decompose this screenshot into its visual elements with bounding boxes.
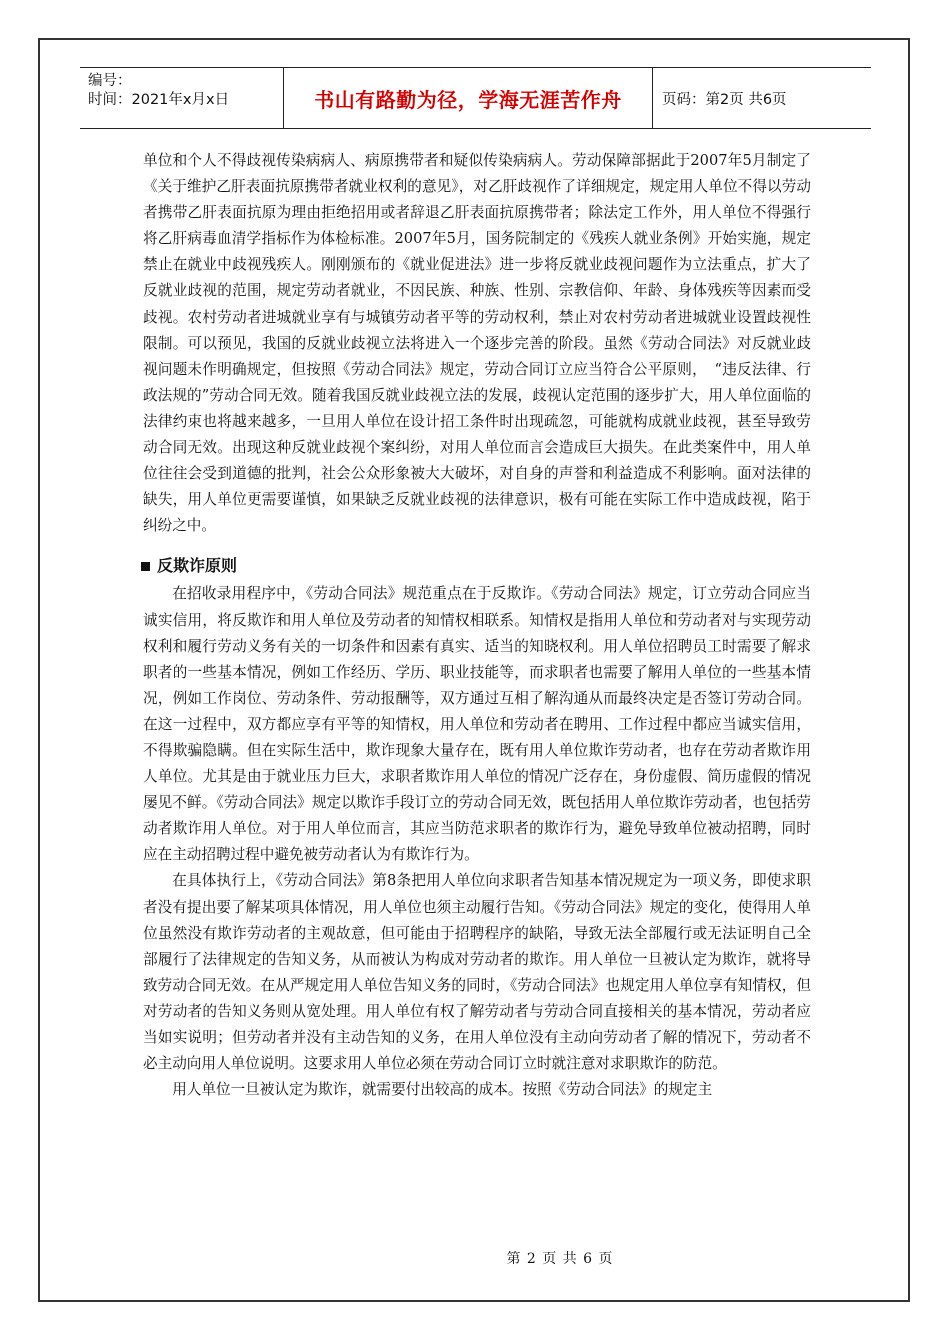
paragraph-fraud-cost: 用人单位一旦被认定为欺诈，就需要付出较高的成本。按照《劳动合同法》的规定主: [172, 1081, 713, 1099]
square-bullet-icon: [141, 562, 150, 571]
page-footer: [0, 1248, 950, 1268]
section-title: 反欺诈原则: [157, 556, 238, 576]
page-header: [80, 67, 871, 129]
document-number-label: 编号：: [88, 73, 132, 89]
document-date-label: 时间：2021年x月x日: [88, 92, 230, 108]
footer-page-number: 第 2 页 共 6 页: [506, 1251, 614, 1267]
header-info: [80, 68, 283, 128]
paragraph-anti-discrimination: 单位和个人不得歧视传染病病人、病原携带者和疑似传染病病人。劳动保障部据此于2007年5月制定了《关于维护乙肝表面抗原携带者就业权利的意见》，对乙肝歧视作了详细规定，规定用人单位不得以劳动者携带乙肝表面抗原为理由拒绝招用或者辞退乙肝表面抗原携带者；除法定工作外，用人单位不得强行将乙肝病毒血清学指标作为体检标准。2007年5月，国务院制定的《残疾人就业条例》开始实施，规定禁止在就业中歧视残疾人。刚刚颁布的《就业促进法》进一步将反就业歧视问题作为立法重点，扩大了反就业歧视的范围，规定劳动者就业，不因民族、种族、性别、宗教信仰、年龄、身体残疾等因素而受歧视。农村劳动者进城就业享有与城镇劳动者平等的劳动权利，禁止对农村劳动者进城就业设置歧视性限制。可以预见，我国的反就业歧视立法将进入一个逐步完善的阶段。虽然《劳动合同法》对反就业歧视问题未作明确规定，但按照《劳动合同法》规定，劳动合同订立应当符合公平原则， “违反法律、行政法规的”劳动合同无效。随着我国反就业歧视立法的发展，歧视认定范围的逐步扩大，用人单位面临的法律约束也将越来越多，一旦用人单位在设计招工条件时出现疏忽，可能就构成就业歧视，甚至导致劳动合同无效。出现这种反就业歧视个案纠纷，对用人单位而言会造成巨大损失。在此类案件中，用人单位往往会受到道德的批判，社会公众形象被大大破坏，对自身的声誉和利益造成不利影响。面对法律的缺失，用人单位更需要谨慎，如果缺乏反就业歧视的法律意识，极有可能在实际工作中造成歧视，陷于纠纷之中。: [143, 152, 811, 535]
document-body: [143, 148, 811, 1103]
header-motto: 书山有路勤为径，学海无涯苦作舟: [283, 68, 653, 128]
section-heading: [141, 553, 811, 579]
header-page-label: 页码：第2页 共6页: [662, 91, 787, 108]
paragraph-anti-fraud: 在招收录用程序中，《劳动合同法》规范重点在于反欺诈。《劳动合同法》规定，订立劳动合同应当诚实信用，将反欺诈和用人单位及劳动者的知情权相联系。知情权是指用人单位和劳动者对与实现劳动权利和履行劳动义务有关的一切条件和因素有真实、适当的知晓权利。用人单位招聘员工时需要了解求职者的一些基本情况，例如工作经历、学历、职业技能等，而求职者也需要了解用人单位的一些基本情况，例如工作岗位、劳动条件、劳动报酬等，双方通过互相了解沟通从而最终决定是否签订劳动合同。在这一过程中，双方都应享有平等的知情权，用人单位和劳动者在聘用、工作过程中都应当诚实信用，不得欺骗隐瞒。但在实际生活中，欺诈现象大量存在，既有用人单位欺诈劳动者，也存在劳动者欺诈用人单位。尤其是由于就业压力巨大，求职者欺诈用人单位的情况广泛存在，身份虚假、简历虚假的情况屡见不鲜。《劳动合同法》规定以欺诈手段订立的劳动合同无效，既包括用人单位欺诈劳动者，也包括劳动者欺诈用人单位。对于用人单位而言，其应当防范求职者的欺诈行为，避免导致单位被动招聘，同时应在主动招聘过程中避免被劳动者认为有欺诈行为。: [143, 585, 811, 864]
paragraph-disclosure-duty: 在具体执行上，《劳动合同法》第8条把用人单位向求职者告知基本情况规定为一项义务，即使求职者没有提出要了解某项具体情况，用人单位也须主动履行告知。《劳动合同法》规定的变化，使得用人单位虽然没有欺诈劳动者的主观故意，但可能由于招聘程序的缺陷，导致无法全部履行或无法证明自己全部履行了法律规定的告知义务，从而被认为构成对劳动者的欺诈。用人单位一旦被认定为欺诈，就将导致劳动合同无效。在从严规定用人单位告知义务的同时，《劳动合同法》也规定用人单位享有知情权，但对劳动者的告知义务则从宽处理。用人单位有权了解劳动者与劳动合同直接相关的基本情况，劳动者应当如实说明；但劳动者并没有主动告知的义务，在用人单位没有主动向劳动者了解的情况下，劳动者不必主动向用人单位说明。这要求用人单位必须在劳动合同订立时就注意对求职欺诈的防范。: [143, 872, 811, 1073]
